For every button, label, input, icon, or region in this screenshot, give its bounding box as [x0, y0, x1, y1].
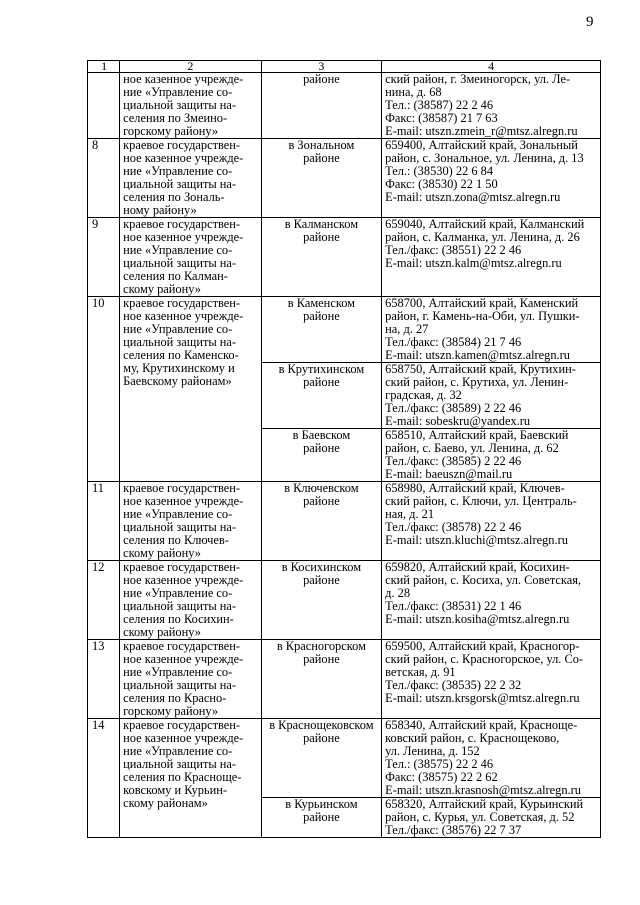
row-number: 10: [88, 297, 120, 482]
district-cell: [261, 218, 381, 297]
institution-name-line: селения по Каменско-: [123, 348, 239, 362]
institution-name-line: ное казенное учрежде-: [123, 309, 244, 323]
institution-name-line: селения по Косихин-: [123, 612, 234, 626]
institution-name-line: циальной защиты на-: [123, 177, 237, 191]
contact-line: Факс: (38530) 22 1 50: [385, 177, 498, 191]
contact-line: E-mail: baeuszn@mail.ru: [385, 467, 513, 481]
table-row: [88, 218, 601, 297]
contact-line: 658700, Алтайский край, Каменский: [385, 296, 579, 310]
contacts-cell: [382, 798, 601, 838]
institution-name: [120, 482, 262, 561]
institution-name-line: ное казенное учрежде-: [123, 652, 244, 666]
district-line: районе: [303, 810, 340, 824]
district-cell: [261, 73, 381, 139]
district-line: районе: [303, 72, 340, 86]
district-line: в Калманском: [284, 217, 359, 231]
contact-line: E-mail: utszn.kluchi@mtsz.alregn.ru: [385, 533, 568, 547]
row-number: [88, 73, 120, 139]
contact-line: E-mail: utszn.kosiha@mtsz.alregn.ru: [385, 612, 570, 626]
contact-line: ский район, с. Крутиха, ул. Ленин-: [385, 375, 569, 389]
page-number: 9: [586, 14, 594, 30]
institution-name-line: ние «Управление со-: [123, 665, 233, 679]
contact-line: на, д. 27: [385, 322, 429, 336]
institution-name-line: ное казенное учрежде-: [123, 494, 244, 508]
institution-name: [120, 297, 262, 482]
contacts-cell: [382, 218, 601, 297]
header-cell-4: 4: [382, 61, 601, 73]
row-number: 13: [88, 640, 120, 719]
institution-name-line: скому району»: [123, 546, 201, 560]
row-number: 11: [88, 482, 120, 561]
district-line: в Ключевском: [284, 481, 359, 495]
institution-name-line: краевое государствен-: [123, 481, 241, 495]
contact-line: 659500, Алтайский край, Красногор-: [385, 639, 580, 653]
row-number: 12: [88, 561, 120, 640]
institution-name-line: селения по Ключев-: [123, 533, 229, 547]
contacts-cell: [382, 297, 601, 363]
institution-name-line: ное казенное учрежде-: [123, 151, 244, 165]
contacts-cell: [382, 482, 601, 561]
contact-line: 658510, Алтайский край, Баевский: [385, 428, 569, 442]
district-line: районе: [303, 441, 340, 455]
institution-name-line: циальной защиты на-: [123, 757, 237, 771]
row-number: 9: [88, 218, 120, 297]
table-row: [88, 482, 601, 561]
institution-name-line: ние «Управление со-: [123, 164, 233, 178]
institution-name-line: селения по Змеино-: [123, 111, 228, 125]
district-line: в Красногорском: [276, 639, 366, 653]
table-row: [88, 640, 601, 719]
contact-line: 658340, Алтайский край, Краснoще-: [385, 718, 578, 732]
contact-line: Тел.: (38575) 22 2 46: [385, 757, 494, 771]
institution-name-line: селения по Красно-: [123, 691, 227, 705]
institution-name-line: краевое государствен-: [123, 296, 241, 310]
contact-line: ковский район, с. Краснощеково,: [385, 731, 560, 745]
contacts-cell: [382, 561, 601, 640]
district-cell: [261, 719, 381, 798]
institution-name-line: ному району»: [123, 203, 197, 217]
contact-line: ветская, д. 91: [385, 665, 456, 679]
contact-line: E-mail: utszn.zona@mtsz.alregn.ru: [385, 190, 561, 204]
district-line: районе: [303, 375, 340, 389]
contact-line: Тел.: (38587) 22 2 46: [385, 98, 494, 112]
institution-name-line: ковскому и Курьин-: [123, 783, 227, 797]
institution-name-line: краевое государствен-: [123, 138, 241, 152]
contact-line: градская, д. 32: [385, 388, 462, 402]
header-cell-1: 1: [88, 61, 120, 73]
contact-line: район, с. Баево, ул. Ленина, д. 62: [385, 441, 559, 455]
contacts-cell: [382, 719, 601, 798]
table-header-row: [88, 61, 601, 73]
contact-line: Факс: (38575) 22 2 62: [385, 770, 498, 784]
contact-line: 658980, Алтайский край, Ключев-: [385, 481, 565, 495]
table-row: [88, 73, 601, 139]
district-cell: [261, 297, 381, 363]
institution-name-line: циальной защиты на-: [123, 599, 237, 613]
contacts-cell: [382, 73, 601, 139]
institution-name-line: ное казенное учрежде-: [123, 72, 244, 86]
table-row: [88, 297, 601, 363]
district-line: в Крутихинском: [278, 362, 365, 376]
contact-line: E-mail: utszn.krsgorsk@mtsz.alregn.ru: [385, 691, 580, 705]
institution-name-line: му, Крутихинскому и: [123, 361, 235, 375]
contact-line: Тел./факс: (38551) 22 2 46: [385, 243, 522, 257]
contact-line: Тел./факс: (38576) 22 7 37: [385, 823, 522, 837]
institution-name-line: ние «Управление со-: [123, 744, 233, 758]
institution-name: [120, 719, 262, 838]
contact-line: ский район, с. Красногорское, ул. Со-: [385, 652, 584, 666]
institution-name-line: краевое государствен-: [123, 639, 241, 653]
institution-name-line: ние «Управление со-: [123, 322, 233, 336]
institution-name: [120, 73, 262, 139]
institution-name: [120, 218, 262, 297]
contact-line: район, г. Камень-на-Оби, ул. Пушки-: [385, 309, 580, 323]
district-line: районе: [303, 731, 340, 745]
institution-name-line: циальной защиты на-: [123, 335, 237, 349]
district-line: районе: [303, 230, 340, 244]
institution-name-line: циальной защиты на-: [123, 256, 237, 270]
header-cell-3: 3: [261, 61, 381, 73]
table-row: [88, 561, 601, 640]
institution-name-line: циальной защиты на-: [123, 98, 237, 112]
district-line: в Зональном: [288, 138, 355, 152]
district-line: в Каменском: [287, 296, 356, 310]
district-cell: [261, 363, 381, 429]
contact-line: Тел./факс: (38585) 2 22 46: [385, 454, 522, 468]
contact-line: район, с. Курья, ул. Советская, д. 52: [385, 810, 575, 824]
contact-line: 658750, Алтайский край, Крутихин-: [385, 362, 576, 376]
institution-name-line: скому району»: [123, 282, 201, 296]
contacts-cell: [382, 139, 601, 218]
district-line: в Косихинском: [281, 560, 362, 574]
institution-name-line: краевое государствен-: [123, 217, 241, 231]
contact-line: нина, д. 68: [385, 85, 442, 99]
district-line: районе: [303, 494, 340, 508]
district-line: районе: [303, 573, 340, 587]
contact-line: район, с. Зональное, ул. Ленина, д. 13: [385, 151, 584, 165]
institution-name: [120, 139, 262, 218]
header-cell-2: 2: [120, 61, 262, 73]
contact-line: E-mail: sobeskru@yandex.ru: [385, 414, 531, 428]
institution-name-line: селения по Калман-: [123, 269, 228, 283]
institution-name-line: краевое государствен-: [123, 718, 241, 732]
contact-line: E-mail: utszn.zmein_r@mtsz.alregn.ru: [385, 124, 578, 138]
contact-line: Тел./факс: (38589) 2 22 46: [385, 401, 522, 415]
contact-line: Тел./факс: (38578) 22 2 46: [385, 520, 522, 534]
contact-line: Тел./факс: (38584) 21 7 46: [385, 335, 522, 349]
contact-line: ский район, г. Змеиногорск, ул. Ле-: [385, 72, 571, 86]
institution-name-line: ное казенное учрежде-: [123, 573, 244, 587]
contacts-cell: [382, 640, 601, 719]
contact-line: ул. Ленина, д. 152: [385, 744, 480, 758]
table-row: [88, 719, 601, 798]
contact-line: Тел./факс: (38535) 22 2 32: [385, 678, 522, 692]
district-line: районе: [303, 652, 340, 666]
contacts-cell: [382, 429, 601, 482]
contact-line: E-mail: utszn.kalm@mtsz.alregn.ru: [385, 256, 562, 270]
contact-line: 658320, Алтайский край, Курьинский: [385, 797, 584, 811]
district-cell: [261, 561, 381, 640]
contact-line: 659040, Алтайский край, Калманский: [385, 217, 585, 231]
district-cell: [261, 798, 381, 838]
contact-line: E-mail: utszn.kamen@mtsz.alregn.ru: [385, 348, 570, 362]
contacts-cell: [382, 363, 601, 429]
contact-line: район, с. Калманка, ул. Ленина, д. 26: [385, 230, 580, 244]
institution-name-line: селения по Зональ-: [123, 190, 225, 204]
institution-name-line: ние «Управление со-: [123, 243, 233, 257]
institution-name-line: Баевскому районам»: [123, 374, 232, 388]
institution-name-line: горскому району»: [123, 704, 219, 718]
institution-name-line: ние «Управление со-: [123, 85, 233, 99]
institution-name-line: ние «Управление со-: [123, 507, 233, 521]
contact-line: 659820, Алтайский край, Косихин-: [385, 560, 570, 574]
institution-name-line: ние «Управление со-: [123, 586, 233, 600]
district-line: районе: [303, 309, 340, 323]
institution-name-line: ное казенное учрежде-: [123, 230, 244, 244]
district-line: в Краснощековском: [269, 718, 374, 732]
contact-line: ский район, с. Ключи, ул. Централь-: [385, 494, 577, 508]
institution-name-line: циальной защиты на-: [123, 520, 237, 534]
row-number: 14: [88, 719, 120, 838]
district-cell: [261, 482, 381, 561]
institution-name-line: скому району»: [123, 625, 201, 639]
district-line: в Курьинском: [285, 797, 358, 811]
row-number: 8: [88, 139, 120, 218]
table-body: [88, 61, 601, 838]
contact-line: Тел./факс: (38531) 22 1 46: [385, 599, 522, 613]
institution-name: [120, 640, 262, 719]
district-line: районе: [303, 151, 340, 165]
institution-name-line: горскому району»: [123, 124, 219, 138]
institution-name-line: краевое государствен-: [123, 560, 241, 574]
institution-name-line: скому районам»: [123, 796, 208, 810]
contact-line: 659400, Алтайский край, Зональный: [385, 138, 578, 152]
institution-name: [120, 561, 262, 640]
contact-line: ная, д. 21: [385, 507, 435, 521]
institution-name-line: селения по Краснощe-: [123, 770, 242, 784]
contact-line: ский район, с. Косиха, ул. Советская,: [385, 573, 582, 587]
contact-line: E-mail: utszn.krasnosh@mtsz.alregn.ru: [385, 783, 581, 797]
district-cell: [261, 640, 381, 719]
institutions-table: [87, 60, 601, 838]
table-row: [88, 139, 601, 218]
contact-line: Факс: (38587) 21 7 63: [385, 111, 498, 125]
contact-line: д. 28: [385, 586, 411, 600]
institution-name-line: ное казенное учрежде-: [123, 731, 244, 745]
contact-line: Тел.: (38530) 22 6 84: [385, 164, 494, 178]
district-line: в Баевском: [292, 428, 351, 442]
institution-name-line: циальной защиты на-: [123, 678, 237, 692]
district-cell: [261, 139, 381, 218]
district-cell: [261, 429, 381, 482]
